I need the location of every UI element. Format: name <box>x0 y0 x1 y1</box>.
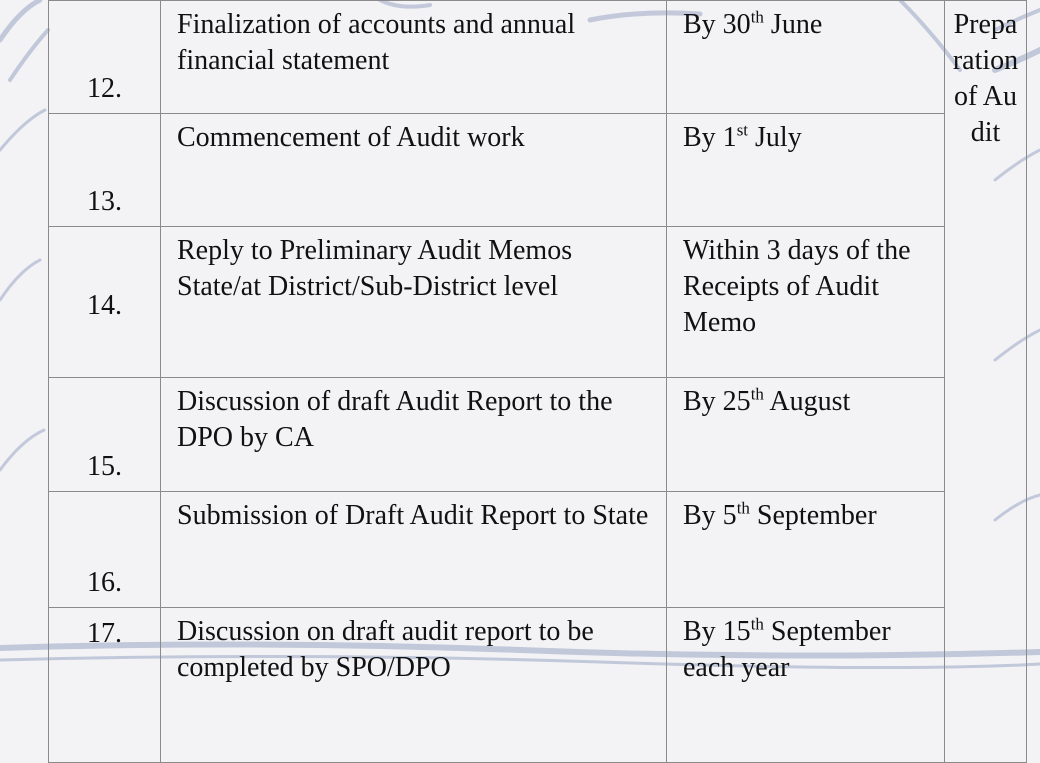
timeline-cell: By 30th June <box>667 1 945 114</box>
activity-cell: Commencement of Audit work <box>161 114 667 227</box>
activity-cell: Discussion of draft Audit Report to the DPO by CA <box>161 378 667 492</box>
table-row <box>49 492 1027 608</box>
table-row <box>49 227 1027 378</box>
activity-cell: Reply to Preliminary Audit Memos State/at District/Sub-District level <box>161 227 667 378</box>
table-row <box>49 114 1027 227</box>
table-row <box>49 1 1027 114</box>
activity-cell: Finalization of accounts and annual financial statement <box>161 1 667 114</box>
activity-cell: Discussion on draft audit report to be completed by SPO/DPO <box>161 608 667 763</box>
table-row <box>49 608 1027 763</box>
row-number: 17. <box>49 608 161 763</box>
timeline-cell: By 5th September <box>667 492 945 608</box>
row-number: 15. <box>49 378 161 492</box>
row-number: 13. <box>49 114 161 227</box>
activity-cell: Submission of Draft Audit Report to State <box>161 492 667 608</box>
row-number: 12. <box>49 1 161 114</box>
table-row <box>49 378 1027 492</box>
timeline-cell: By 15th September each year <box>667 608 945 763</box>
phase-cell: Preparation of Audit <box>945 1 1027 763</box>
timeline-cell: By 25th August <box>667 378 945 492</box>
row-number: 16. <box>49 492 161 608</box>
audit-schedule-table <box>48 0 1027 763</box>
row-number: 14. <box>49 227 161 378</box>
timeline-cell: By 1st July <box>667 114 945 227</box>
timeline-cell: Within 3 days of the Receipts of Audit Memo <box>667 227 945 378</box>
